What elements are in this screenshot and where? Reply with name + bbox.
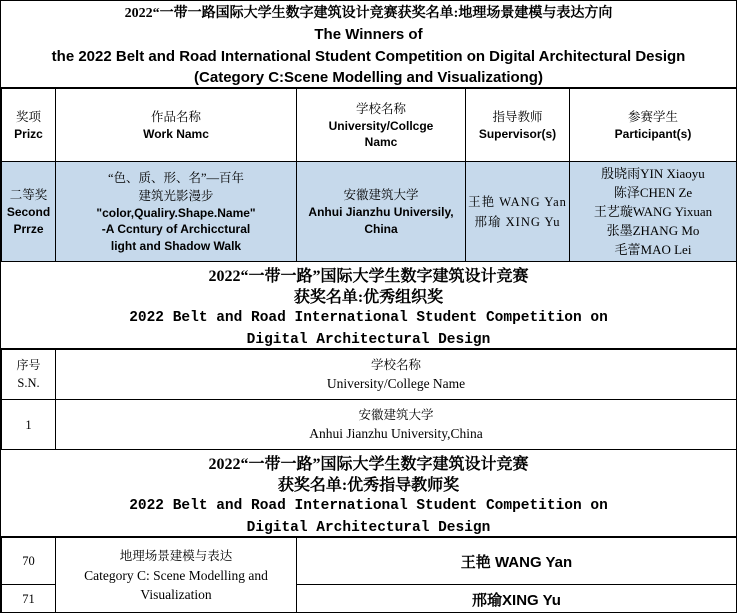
org-award-table: [1, 349, 737, 450]
org-award-title-cn-1: 2022“一带一路”国际大学生数字建筑设计竞赛: [208, 268, 529, 285]
supervisor-row-70-name-cell: [297, 538, 737, 585]
winners-table-header-row: [2, 89, 737, 162]
category-en-1: Category C: Scene Modelling and: [84, 568, 268, 583]
category-en-2: Visualization: [140, 587, 212, 602]
supervisor-award-title-cn-1: 2022“一带一路”国际大学生数字建筑设计竞赛: [208, 456, 529, 473]
supervisor-row-71-name: 邢瑜XING Yu: [472, 591, 561, 609]
work-title-en-3: light and Shadow Walk: [110, 238, 242, 253]
col-header-supervisor-cn: 指导教师: [492, 109, 543, 124]
col-header-supervisor: [466, 89, 570, 162]
participant-name: 殷晓雨YIN Xiaoyu: [601, 166, 705, 181]
org-table-row-1: [2, 400, 737, 450]
org-award-title-cn-2: 获奖名单:优秀组织奖: [293, 289, 444, 306]
org-row1-name-cell: [56, 400, 737, 450]
supervisor-award-title-block: [1, 450, 736, 537]
document-title-block: [1, 1, 736, 88]
org-name-header-cell: [56, 350, 737, 400]
col-header-work-name-cn: 作品名称: [150, 109, 201, 124]
participant-name: 张墨ZHANG Mo: [606, 223, 700, 238]
participant-name: 陈泽CHEN Ze: [613, 185, 693, 200]
supervisor-category-cell: [56, 538, 297, 614]
participant-name: 王艺璇WANG Yixuan: [593, 204, 713, 219]
page-title-en-line1: The Winners of: [314, 26, 423, 43]
supervisor-row-70-sn-cell: [2, 538, 56, 585]
org-row1-sn-cell: [2, 400, 56, 450]
winner-row: [2, 162, 737, 262]
page-title-cn: 2022“一带一路国际大学生数字建筑设计竞赛获奖名单:地理场景建模与表达方向: [124, 6, 613, 21]
org-sn-header-cell: [2, 350, 56, 400]
winners-table: [1, 88, 737, 262]
col-header-participant-cn: 参赛学生: [627, 109, 678, 124]
page-title-en-line3: (Category C:Scene Modelling and Visualizationg): [194, 69, 543, 86]
org-row1-sn: 1: [25, 417, 32, 432]
org-award-title-block: [1, 262, 736, 349]
org-sn-header-en: S.N.: [17, 376, 40, 390]
prize-cn: 二等奖: [9, 188, 48, 202]
supervisor-row-70-name: 王艳 WANG Yan: [460, 553, 573, 571]
prize-en-1: Second: [6, 205, 51, 219]
category-cn: 地理场景建模与表达: [119, 549, 233, 563]
supervisor-award-title-en-1: 2022 Belt and Road International Student Competition on: [129, 498, 608, 514]
supervisor-row-71-sn: 71: [22, 592, 35, 606]
org-row1-name-cn: 安徽建筑大学: [358, 407, 434, 422]
col-header-university: [297, 89, 466, 162]
university-cn: 安徽建筑大学: [343, 188, 419, 202]
supervisor-row-70: [2, 538, 737, 585]
winner-university-cell: [297, 162, 466, 262]
supervisor-award-table: [1, 537, 737, 613]
winner-work-cell: [56, 162, 297, 262]
supervisor-name: 王艳 WANG Yan: [468, 194, 567, 209]
org-award-title-en-2: Digital Architectural Design: [246, 331, 491, 348]
work-title-en-2: -A Ccntury of Archicctural: [101, 222, 251, 237]
col-header-supervisor-en: Supervisor(s): [478, 126, 557, 141]
work-title-cn-2: 建筑光影漫步: [138, 188, 214, 203]
supervisor-row-70-sn: 70: [22, 554, 35, 568]
winner-supervisors-cell: [466, 162, 570, 262]
university-en-1: Anhui Jianzhu Universily,: [308, 205, 454, 219]
col-header-prize-cn: 奖项: [15, 109, 41, 124]
org-row1-name-en: Anhui Jianzhu University,China: [309, 425, 483, 441]
work-title-en-1: "color,Qualiry.Shape.Name": [96, 205, 256, 220]
university-en-2: China: [364, 221, 398, 236]
supervisor-award-title-en-2: Digital Architectural Design: [246, 519, 491, 536]
col-header-work-name: [56, 89, 297, 162]
supervisor-row-71-name-cell: [297, 585, 737, 614]
work-title-cn-1: “色、质、形、名”—百年: [107, 170, 245, 185]
supervisor-award-title-cn-2: 获奖名单:优秀指导教师奖: [277, 477, 460, 494]
col-header-university-cn: 学校名称: [355, 101, 406, 116]
col-header-prize-en: Prizc: [14, 126, 43, 141]
col-header-university-en-1: University/Collcge: [328, 118, 434, 133]
page-title-en-line2: the 2022 Belt and Road International Student Competition on Digital Architectural Design: [51, 47, 686, 65]
col-header-participant: [570, 89, 737, 162]
col-header-participant-en: Participant(s): [614, 126, 692, 141]
col-header-university-en-2: Namc: [364, 135, 398, 149]
winner-participants-cell: [570, 162, 737, 262]
org-award-title-en-1: 2022 Belt and Road International Student Competition on: [129, 310, 608, 326]
supervisor-name: 邢瑜 XING Yu: [474, 214, 561, 229]
participant-name: 毛蕾MAO Lei: [614, 242, 692, 257]
org-name-header-cn: 学校名称: [370, 357, 421, 372]
org-table-header-row: [2, 350, 737, 400]
supervisor-row-71-sn-cell: [2, 585, 56, 614]
prize-en-2: Prrze: [13, 221, 44, 236]
org-name-header-en: University/College Name: [326, 375, 466, 391]
col-header-work-name-en: Work Namc: [143, 126, 209, 141]
org-sn-header-cn: 序号: [16, 358, 41, 372]
winner-prize-cell: [2, 162, 56, 262]
col-header-prize: [2, 89, 56, 162]
